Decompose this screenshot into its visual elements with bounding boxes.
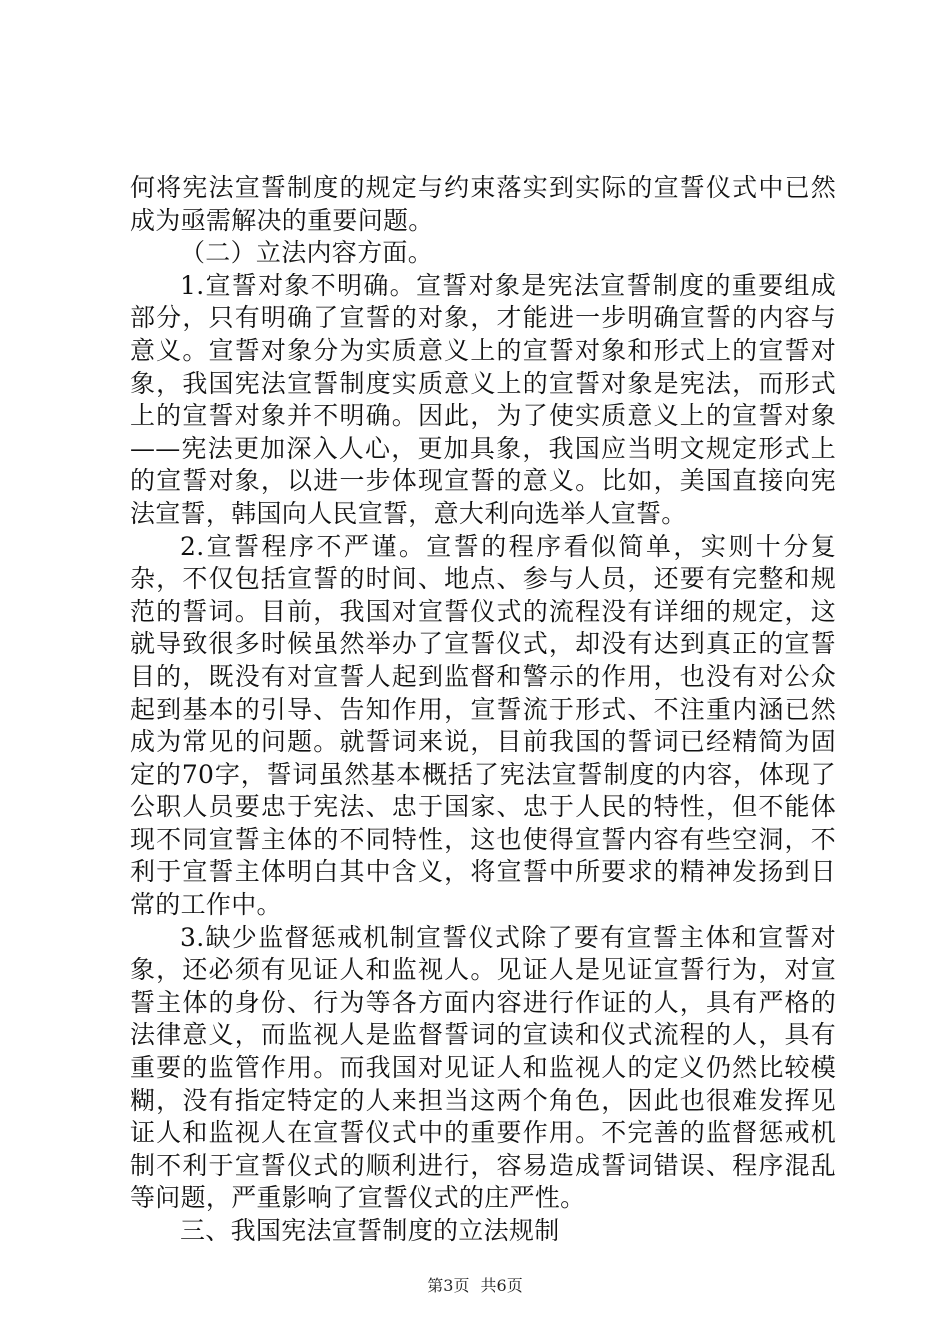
page-footer [0, 1276, 950, 1296]
paragraph-supervision-mechanism: 3.缺少监督惩戒机制宣誓仪式除了要有宣誓主体和宣誓对象，还必须有见证人和监视人。见证人是见证宣誓行为，对宣誓主体的身份、行为等各方面内容进行作证的人，具有严格的法律意义，而监视人是监督誓词的宣读和仪式流程的人，具有重要的监管作用。而我国对见证人和监视人的定义仍然比较模糊，没有指定特定的人来担当这两个角色，因此也很难发挥见证人和监视人在宣誓仪式中的重要作用。不完善的监督惩戒机制不利于宣誓仪式的顺利进行，容易造成誓词错误、程序混乱等问题，严重影响了宣誓仪式的庄严性。 [130, 922, 836, 1213]
paragraph-oath-object: 1.宣誓对象不明确。宣誓对象是宪法宣誓制度的重要组成部分，只有明确了宣誓的对象，才能进一步明确宣誓的内容与意义。宣誓对象分为实质意义上的宣誓对象和形式上的宣誓对象，我国宪法宣誓制度实质意义上的宣誓对象是宪法，而形式上的宣誓对象并不明确。因此，为了使实质意义上的宣誓对象——宪法更加深入人心，更加具象，我国应当明文规定形式上的宣誓对象，以进一步体现宣誓的意义。比如，美国直接向宪法宣誓，韩国向人民宣誓，意大利向选举人宣誓。 [130, 270, 836, 528]
document-body [130, 172, 836, 1248]
page-number: 第3页 [427, 1276, 470, 1295]
section-heading-legislative-content: （二）立法内容方面。 [180, 238, 434, 268]
page-total: 共6页 [480, 1276, 523, 1295]
paragraph-oath-procedure: 2.宣誓程序不严谨。宣誓的程序看似简单，实则十分复杂，不仅包括宣誓的时间、地点、参与人员，还要有完整和规范的誓词。目前，我国对宣誓仪式的流程没有详细的规定，这就导致很多时候虽然举办了宣誓仪式，却没有达到真正的宣誓目的，既没有对宣誓人起到监督和警示的作用，也没有对公众起到基本的引导、告知作用，宣誓流于形式、不注重内涵已然成为常见的问题。就誓词来说，目前我国的誓词已经精简为固定的70字，誓词虽然基本概括了宪法宣誓制度的内容，体现了公职人员要忠于宪法、忠于国家、忠于人民的特性，但不能体现不同宣誓主体的不同特性，这也使得宣誓内容有些空洞，不利于宣誓主体明白其中含义，将宣誓中所要求的精神发扬到日常的工作中。 [130, 531, 836, 920]
section-heading-legislative-regulation: 三、我国宪法宣誓制度的立法规制 [180, 1216, 560, 1245]
paragraph-continuation: 何将宪法宣誓制度的规定与约束落实到实际的宣誓仪式中已然成为亟需解决的重要问题。 [130, 173, 836, 235]
